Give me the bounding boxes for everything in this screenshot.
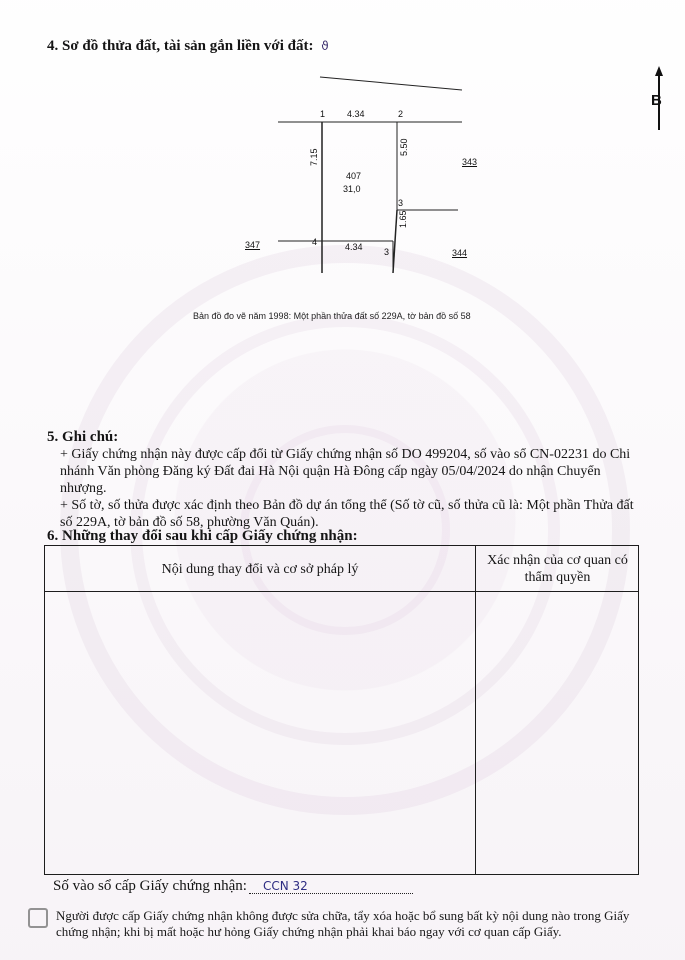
parcel-number: 407 [346,171,362,181]
bottom-edge-length: 4.34 [345,242,363,252]
handwritten-mark: ϑ [321,39,329,53]
point-3-bottom-label: 3 [384,247,390,257]
north-letter: B [651,92,662,109]
record-number-value: CCN 32 [249,879,413,894]
note-2: + Số tờ, số thửa được xác định theo Bản đồ dự án tổng thể (Số tờ cũ, số thửa cũ là: Một phần Thửa đất số 229A, tờ bản đồ số 58, phường Văn Quán). [60,498,634,530]
parcel-area: 31,0 [343,184,361,194]
map-caption: Bản đồ đo vẽ năm 1998: Một phần thửa đất số 229A, tờ bản đồ số 58 [193,311,471,321]
section-6-heading: 6. Những thay đổi sau khi cấp Giấy chứng nhận: [47,528,358,544]
record-number-label: Số vào sổ cấp Giấy chứng nhận: [53,878,247,894]
section-4-title-text: 4. Sơ đồ thửa đất, tài sản gắn liền với đất: [47,38,314,54]
record-number-line [53,878,413,895]
neighbor-parcel-344: 344 [452,248,468,258]
point-3-top-label: 3 [398,198,404,208]
neighbor-parcel-343: 343 [462,157,478,167]
point-1-label: 1 [320,109,326,119]
section-5-notes [47,429,639,531]
column-header-content: Nội dung thay đổi và cơ sở pháp lý [161,562,359,577]
land-plot-diagram [0,0,685,340]
plot-right-lower-line [393,210,397,273]
point-4-label: 4 [312,237,318,247]
right-lower-edge-length: 1.65 [398,210,408,228]
outer-road-line [320,77,462,90]
right-upper-edge-length: 5.50 [399,138,409,156]
legal-notice: Người được cấp Giấy chứng nhận không được sửa chữa, tẩy xóa hoặc bổ sung bất kỳ nội dung nào trong Giấy chứng nhận; khi bị mất hoặc hư hỏng Giấy chứng nhận phải khai báo ngay với cơ quan cấp Giấy. [56,908,646,940]
changes-table [44,545,639,875]
neighbor-parcel-347: 347 [245,240,261,250]
column-header-authority: Xác nhận của cơ quan có thẩm quyền [487,553,628,585]
note-1: + Giấy chứng nhận này được cấp đổi từ Giấy chứng nhận số DO 499204, số vào sổ CN-02231 do Chi nhánh Văn phòng Đăng ký Đất đai Hà Nội quận Hà Đông cấp ngày 05/04/2024 do nhận Chuyển nhượng. [60,447,631,496]
top-edge-length: 4.34 [347,109,365,119]
point-2-label: 2 [398,109,404,119]
left-edge-length: 7.15 [309,148,319,166]
table-header-divider [45,591,638,592]
section-5-heading: 5. Ghi chú: [47,429,119,445]
table-column-divider [475,546,476,874]
